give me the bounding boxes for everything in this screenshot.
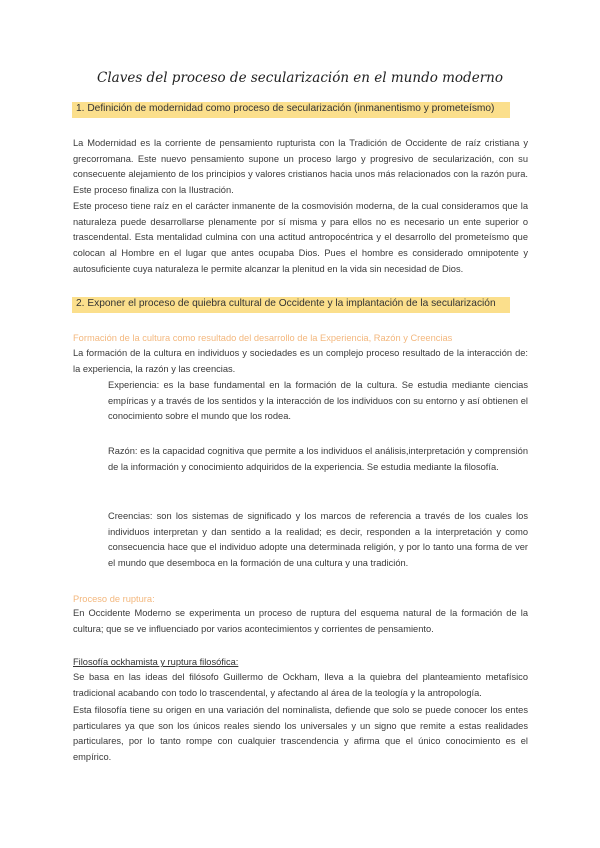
section-1-heading: 1. Definición de modernidad como proceso de secularización (inmanentismo y prometeísmo)	[76, 103, 495, 114]
section-2-heading: 2. Exponer el proceso de quiebra cultural de Occidente y la implantación de la secularización	[76, 298, 496, 309]
creencias-paragraph: Creencias: son los sistemas de significado y los marcos de referencia a través de los cuales los individuos interpretan y dan sentido a la realidad; es decir, responden a la interpretación y como consecuencia hace que el individuo adopte una determinada religión, y por lo tanto una forma de ver el mundo que desemboca en la formación de una cultura y una tradición.	[108, 511, 528, 569]
ockham-paragraph-2: Esta filosofía tiene su origen en una variación del nominalista, defiende que solo se puede conocer los entes particulares ya que son los únicos reales siendo los universales y un signo que remite a estas realidades particulares, por lo tanto rompe con cualquier trascendencia y afirma que el único conocimiento es el empírico.	[73, 705, 528, 763]
section-1-paragraph-1: La Modernidad es la corriente de pensamiento rupturista con la Tradición de Occidente de raíz cristiana y grecorromana. Este nuevo pensamiento supone un proceso largo y progresivo de secularización, con su consecuente alejamiento de los principios y valores cristianos hacia unos más relacionados con la razón pura. Este proceso finaliza con la Ilustración.	[73, 138, 528, 196]
razon-paragraph: Razón: es la capacidad cognitiva que permite a los individuos el análisis,interpretación y comprensión de la información y conocimiento adquiridos de la experiencia. Se estudia mediante la filosofía.	[108, 446, 528, 472]
section-2-heading-highlight	[72, 297, 510, 313]
section-1-paragraph-2: Este proceso tiene raíz en el carácter inmanente de la cosmovisión moderna, de la cual consideramos que la naturaleza puede desarrollarse plenamente por sí misma y para ellos no es necesario un ente superior o trascendental. Esta mentalidad culmina con una actitud antropocéntrica y el desarrollo del prometeísmo que colocan al Hombre en el lugar que antes ocupaba Dios. Pues el hombre es considerado omnipotente y autosuficiente cuya naturaleza le permite alcanzar la plenitud en la vida sin necesidad de Dios.	[73, 201, 528, 274]
subheading-formacion-cultura: Formación de la cultura como resultado del desarrollo de la Experiencia, Razón y Creencias	[73, 333, 453, 343]
document-title: Claves del proceso de secularización en el mundo moderno	[97, 70, 503, 86]
section-1-heading-highlight	[72, 102, 510, 118]
subheading-filosofia-ockhamista: Filosofía ockhamista y ruptura filosófica:	[73, 657, 239, 667]
formacion-intro-paragraph: La formación de la cultura en individuos y sociedades es un complejo proceso resultado de la interacción de: la experiencia, la razón y las creencias.	[73, 348, 528, 374]
ockham-paragraph-1: Se basa en las ideas del filósofo Guillermo de Ockham, lleva a la quiebra del planteamiento metafísico tradicional acabando con todo lo trascendental, y afectando al área de la teología y la antropología.	[73, 672, 528, 698]
ruptura-paragraph: En Occidente Moderno se experimenta un proceso de ruptura del esquema natural de la formación de la cultura; que se ve influenciado por varios acontecimientos y corrientes de pensamiento.	[73, 608, 528, 634]
experiencia-paragraph: Experiencia: es la base fundamental en la formación de la cultura. Se estudia mediante ciencias empíricas y a través de los sentidos y la interacción de los individuos con su entorno y así obtienen el conocimiento sobre el mundo que los rodea.	[108, 380, 528, 422]
subheading-proceso-ruptura: Proceso de ruptura:	[73, 594, 155, 604]
